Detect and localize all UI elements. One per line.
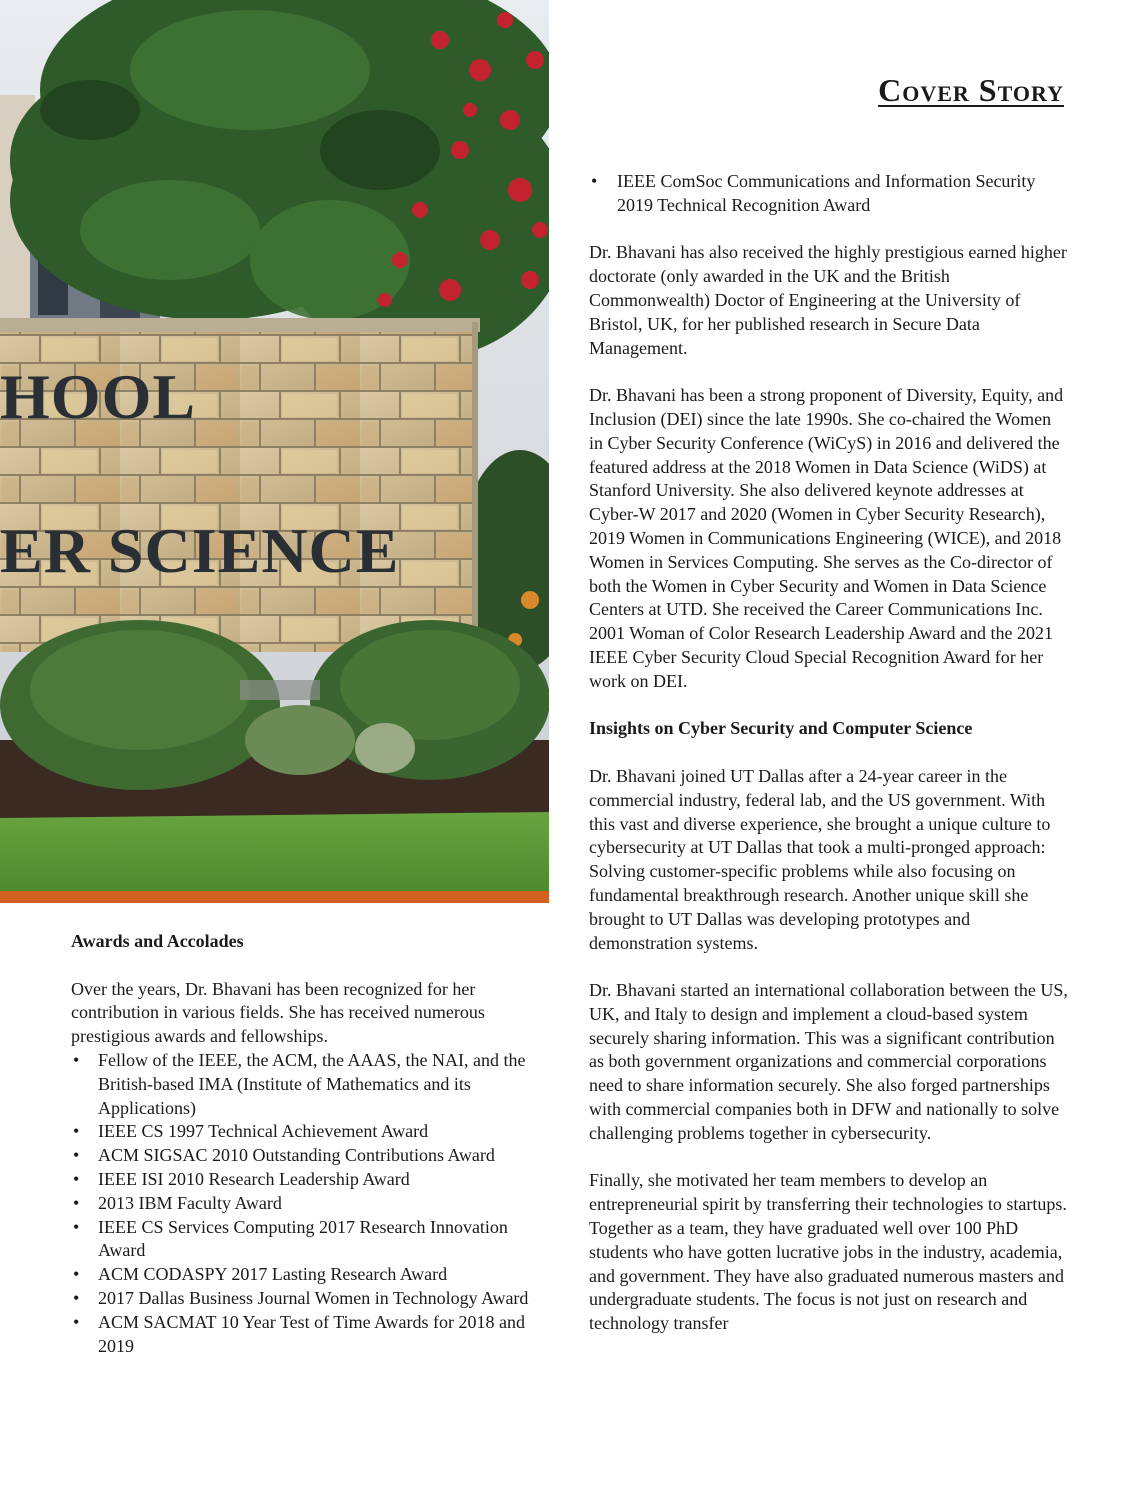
paragraph-entrepreneurship: Finally, she motivated her team members to develop an entrepreneurial spirit by transferring their technologies to startups. Together as a team, they have graduated well over 100 PhD students who have gotten lucrative jobs in the industry, academia, and government. They have also graduated numerous masters and undergraduate students. The focus is not just on research and technology transfer xyxy=(589,1170,1067,1334)
photo-accent-bar xyxy=(0,891,549,903)
awards-list xyxy=(71,1049,546,1358)
paragraph-doctorate: Dr. Bhavani has also received the highly prestigious earned higher doctorate (only awarded in the UK and the British Commonwealth) Doctor of Engineering at the University of Bristol, UK, for her published research in Secure Data Management. xyxy=(589,242,1067,358)
paragraph-dei: Dr. Bhavani has been a strong proponent of Diversity, Equity, and Inclusion (DEI) since the late 1990s. She co-chaired the Women in Cyber Security Conference (WiCyS) in 2016 and delivered the featured address at the 2018 Women in Data Science (WiDS) at Stanford University. She also delivered keynote addresses at Cyber-W 2017 and 2020 (Women in Cyber Security Research), 2019 Women in Communications Engineering (WICE), and 2018 Women in Services Computing. She serves as the Co-director of both the Women in Cyber Security and Women in Data Science Centers at UTD. She received the Career Communications Inc. 2001 Woman of Color Research Leadership Award and the 2021 IEEE Cyber Security Cloud Special Recognition Award for her work on DEI. xyxy=(589,385,1064,691)
paragraph-collaboration: Dr. Bhavani started an international collaboration between the US, UK, and Italy to design and implement a cloud-based system securely sharing information. This was a significant contribution as both government organizations and commercial corporations need to share information securely. She also forged partnerships with commercial companies both in DFW and nationally to solve challenging problems together in cybersecurity. xyxy=(589,980,1068,1143)
award-item: • IEEE ComSoc Communications and Information Security 2019 Technical Recognition Award xyxy=(589,170,1069,218)
awards-intro: Over the years, Dr. Bhavani has been recognized for her contribution in various fields. She has received numerous prestigious awards and fellowships. xyxy=(71,978,485,1047)
award-item: • ACM CODASPY 2017 Lasting Research Award xyxy=(71,1263,546,1287)
award-item: • ACM SACMAT 10 Year Test of Time Awards for 2018 and 2019 xyxy=(71,1311,546,1359)
sign-line2: ER SCIENCE xyxy=(0,515,400,586)
paragraph-career: Dr. Bhavani joined UT Dallas after a 24-year career in the commercial industry, federal lab, and the US government. With this vast and diverse experience, she brought a unique culture to cybersecurity at UT Dallas that took a multi-pronged approach: Solving customer-specific problems while also focusing on fundamental breakthrough research. Another unique skill she brought to UT Dallas was developing prototypes and demonstration systems. xyxy=(589,765,1051,953)
left-column xyxy=(71,930,546,1358)
sign-line1: HOOL xyxy=(0,361,197,432)
right-column xyxy=(589,170,1069,1336)
awards-heading: Awards and Accolades xyxy=(71,931,244,951)
award-item: • ACM SIGSAC 2010 Outstanding Contributions Award xyxy=(71,1144,546,1168)
award-item: • IEEE ISI 2010 Research Leadership Award xyxy=(71,1168,546,1192)
insights-heading: Insights on Cyber Security and Computer Science xyxy=(589,718,973,739)
award-item: • IEEE CS Services Computing 2017 Research Innovation Award xyxy=(71,1216,546,1264)
awards-list-continued xyxy=(589,170,1069,218)
award-item: • Fellow of the IEEE, the ACM, the AAAS, the NAI, and the British-based IMA (Institute of Mathematics and its Applications) xyxy=(71,1049,546,1120)
award-item: • 2017 Dallas Business Journal Women in Technology Award xyxy=(71,1287,546,1311)
award-item: • IEEE CS 1997 Technical Achievement Award xyxy=(71,1120,546,1144)
cover-photo xyxy=(0,0,549,891)
award-item: • 2013 IBM Faculty Award xyxy=(71,1192,546,1216)
section-label: Cover Story xyxy=(878,72,1064,108)
